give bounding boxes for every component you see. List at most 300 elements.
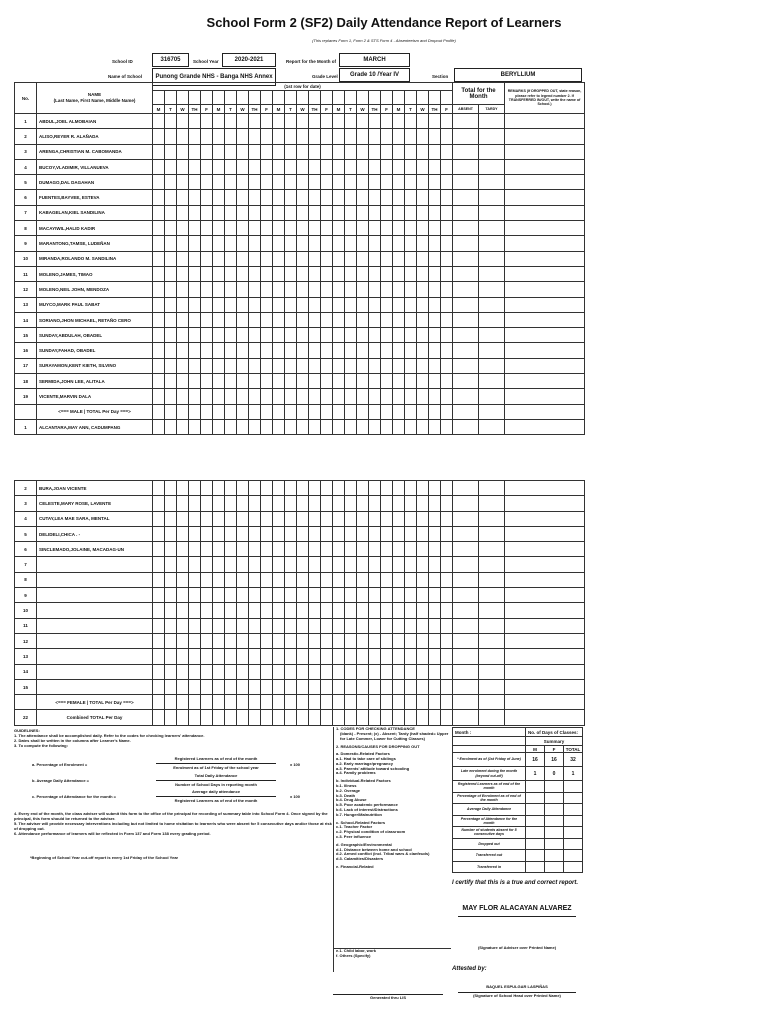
- day-cell: [213, 175, 225, 190]
- day-cell: [309, 526, 321, 541]
- day-cell: [309, 129, 321, 144]
- day-cell: [309, 282, 321, 297]
- day-cell: [261, 419, 273, 434]
- day-cell: [309, 251, 321, 266]
- day-cell: [333, 190, 345, 205]
- day-cell: [201, 236, 213, 251]
- reasons-c-2: c.2. Physical condition of classroom: [336, 829, 406, 835]
- day-total-cell: [153, 404, 165, 419]
- day-cell: [309, 511, 321, 526]
- remarks-cell: [505, 404, 585, 419]
- day-cell: [369, 588, 381, 603]
- day-cell: [381, 664, 393, 679]
- day-label: TH: [249, 105, 261, 114]
- remarks-cell: [505, 695, 585, 710]
- day-cell: [225, 633, 237, 648]
- day-cell: [177, 542, 189, 557]
- summary-male-value: [526, 781, 545, 793]
- table-row: [15, 557, 585, 572]
- day-total-cell: [309, 404, 321, 419]
- day-cell: [393, 557, 405, 572]
- day-cell: [369, 664, 381, 679]
- day-cell: [249, 511, 261, 526]
- day-cell: [273, 251, 285, 266]
- day-cell: [321, 511, 333, 526]
- summary-male-value: [526, 850, 545, 862]
- day-cell: [285, 144, 297, 159]
- day-cell: [297, 664, 309, 679]
- day-cell: [237, 328, 249, 343]
- absent-total-cell: [453, 572, 479, 587]
- day-cell: [237, 481, 249, 496]
- day-cell: [429, 205, 441, 220]
- day-cell: [165, 266, 177, 281]
- day-cell: [201, 159, 213, 174]
- summary-row-label: Transferred in: [453, 861, 526, 873]
- day-cell: [285, 190, 297, 205]
- day-cell: [321, 328, 333, 343]
- day-cell: [225, 649, 237, 664]
- day-cell: [429, 190, 441, 205]
- day-cell: [261, 190, 273, 205]
- summary-total-value: [564, 792, 583, 804]
- remarks-cell: [505, 251, 585, 266]
- day-cell: [261, 205, 273, 220]
- day-cell: [225, 572, 237, 587]
- day-label: M: [213, 105, 225, 114]
- day-label: F: [321, 105, 333, 114]
- absent-total-cell: [453, 389, 479, 404]
- day-cell: [357, 419, 369, 434]
- day-cell: [165, 679, 177, 694]
- summary-male-value: [526, 838, 545, 850]
- day-cell: [177, 144, 189, 159]
- day-cell: [369, 266, 381, 281]
- date-cell: [153, 91, 165, 105]
- day-cell: [165, 511, 177, 526]
- day-cell: [429, 618, 441, 633]
- day-cell: [345, 603, 357, 618]
- summary-male-value: [526, 792, 545, 804]
- absent-total-cell: [453, 236, 479, 251]
- summary-row-label: * Enrolment as of (1st Friday of June): [453, 753, 526, 767]
- day-cell: [321, 175, 333, 190]
- day-cell: [177, 526, 189, 541]
- day-cell: [417, 190, 429, 205]
- day-cell: [381, 358, 393, 373]
- day-cell: [177, 664, 189, 679]
- day-cell: [285, 328, 297, 343]
- day-cell: [321, 236, 333, 251]
- day-cell: [345, 236, 357, 251]
- day-label: M: [273, 105, 285, 114]
- day-cell: [321, 389, 333, 404]
- day-cell: [249, 236, 261, 251]
- day-cell: [345, 542, 357, 557]
- day-cell: [345, 419, 357, 434]
- day-cell: [285, 129, 297, 144]
- day-label: W: [417, 105, 429, 114]
- day-cell: [237, 175, 249, 190]
- learner-name: SUNDAY,FAHAD, OBADEL: [37, 343, 153, 358]
- summary-female-value: [545, 792, 564, 804]
- day-cell: [285, 175, 297, 190]
- date-cell: [417, 91, 429, 105]
- day-total-cell: [417, 404, 429, 419]
- day-cell: [297, 679, 309, 694]
- day-cell: [441, 419, 453, 434]
- male-total-row: [15, 404, 585, 419]
- day-cell: [429, 664, 441, 679]
- day-cell: [249, 221, 261, 236]
- day-cell: [285, 297, 297, 312]
- absent-total-cell: [453, 205, 479, 220]
- day-cell: [225, 419, 237, 434]
- day-cell: [429, 419, 441, 434]
- day-cell: [261, 542, 273, 557]
- day-total-cell: [213, 404, 225, 419]
- day-label: M: [393, 105, 405, 114]
- day-cell: [237, 282, 249, 297]
- summary-total-value: [564, 827, 583, 839]
- day-cell: [201, 205, 213, 220]
- day-cell: [357, 374, 369, 389]
- summary-female-value: [545, 827, 564, 839]
- day-cell: [153, 374, 165, 389]
- day-cell: [441, 603, 453, 618]
- date-cell: [225, 91, 237, 105]
- day-cell: [393, 588, 405, 603]
- day-cell: [225, 588, 237, 603]
- day-cell: [309, 236, 321, 251]
- day-cell: [285, 526, 297, 541]
- absent-total-cell: [453, 496, 479, 511]
- day-cell: [381, 481, 393, 496]
- day-cell: [177, 159, 189, 174]
- day-cell: [405, 419, 417, 434]
- day-cell: [201, 633, 213, 648]
- day-total-cell: [213, 695, 225, 710]
- day-cell: [333, 159, 345, 174]
- day-cell: [381, 419, 393, 434]
- day-cell: [441, 221, 453, 236]
- day-cell: [441, 266, 453, 281]
- summary-m-header: M: [526, 746, 545, 753]
- learner-number: 15: [15, 328, 37, 343]
- day-cell: [153, 221, 165, 236]
- day-cell: [261, 129, 273, 144]
- day-cell: [441, 282, 453, 297]
- day-cell: [393, 343, 405, 358]
- remarks-cell: [505, 557, 585, 572]
- day-cell: [345, 175, 357, 190]
- day-cell: [177, 251, 189, 266]
- day-cell: [381, 129, 393, 144]
- day-cell: [381, 679, 393, 694]
- day-cell: [369, 297, 381, 312]
- learner-number: 16: [15, 343, 37, 358]
- day-cell: [273, 588, 285, 603]
- section-value: BERYLLIUM: [454, 68, 582, 82]
- day-cell: [273, 144, 285, 159]
- tardy-total-cell: [479, 282, 505, 297]
- day-cell: [189, 374, 201, 389]
- tardy-header: TARDY: [479, 105, 505, 114]
- day-cell: [165, 190, 177, 205]
- day-cell: [261, 343, 273, 358]
- day-cell: [213, 664, 225, 679]
- learner-name: SUNDAY,ABDULAH, OBADEL: [37, 328, 153, 343]
- day-cell: [405, 603, 417, 618]
- absent-total-cell: [453, 633, 479, 648]
- remarks-cell: [505, 511, 585, 526]
- day-cell: [345, 511, 357, 526]
- day-cell: [357, 542, 369, 557]
- learner-number: 18: [15, 374, 37, 389]
- tardy-total-cell: [479, 526, 505, 541]
- day-cell: [357, 679, 369, 694]
- summary-row-label: Percentage of Enrolment as of end of the month: [453, 792, 526, 804]
- learner-number: 3: [15, 496, 37, 511]
- day-cell: [153, 664, 165, 679]
- reasons-c-1: c.1. Teacher Factor: [336, 824, 373, 830]
- day-label: T: [165, 105, 177, 114]
- date-cell: [249, 91, 261, 105]
- name-header-sub: (Last Name, First Name, Middle Name): [53, 98, 136, 103]
- learner-name: [37, 557, 153, 572]
- day-total-cell: [309, 695, 321, 710]
- day-cell: [333, 481, 345, 496]
- day-cell: [237, 588, 249, 603]
- day-total-cell: [273, 404, 285, 419]
- day-cell: [309, 190, 321, 205]
- day-cell: [441, 389, 453, 404]
- day-cell: [153, 496, 165, 511]
- day-cell: [249, 618, 261, 633]
- day-cell: [417, 312, 429, 327]
- learner-name: BUCOY,VLADIMIR, VILLANUEVA: [37, 159, 153, 174]
- absent-total-cell: [453, 343, 479, 358]
- remarks-cell: [505, 114, 585, 129]
- day-cell: [429, 572, 441, 587]
- day-cell: [201, 221, 213, 236]
- day-cell: [321, 114, 333, 129]
- day-cell: [201, 190, 213, 205]
- learner-number: 1: [15, 419, 37, 434]
- day-cell: [273, 496, 285, 511]
- female-total-row: [15, 695, 585, 710]
- day-cell: [429, 144, 441, 159]
- day-cell: [177, 557, 189, 572]
- day-cell: [345, 374, 357, 389]
- absent-header: ABSENT: [453, 105, 479, 114]
- remarks-cell: [505, 297, 585, 312]
- summary-total-value: [564, 861, 583, 873]
- day-cell: [321, 358, 333, 373]
- day-cell: [177, 389, 189, 404]
- learner-number: 6: [15, 190, 37, 205]
- day-cell: [261, 618, 273, 633]
- tardy-total-cell: [479, 603, 505, 618]
- day-cell: [405, 221, 417, 236]
- learner-number: 7: [15, 205, 37, 220]
- day-cell: [201, 343, 213, 358]
- day-cell: [297, 114, 309, 129]
- day-cell: [177, 496, 189, 511]
- day-cell: [285, 374, 297, 389]
- learner-number: 10: [15, 251, 37, 266]
- day-cell: [225, 603, 237, 618]
- day-total-cell: [441, 404, 453, 419]
- day-cell: [261, 144, 273, 159]
- day-cell: [369, 328, 381, 343]
- tardy-total-cell: [479, 358, 505, 373]
- day-cell: [405, 649, 417, 664]
- day-cell: [297, 205, 309, 220]
- date-cell: [237, 91, 249, 105]
- formula-a-den: Enrolment as of 1st Friday of the school year: [173, 765, 259, 770]
- learner-name: [37, 572, 153, 587]
- summary-row: [453, 850, 583, 862]
- summary-male-value: [526, 804, 545, 816]
- remarks-cell: [505, 129, 585, 144]
- table-row: [15, 266, 585, 281]
- absent-total-cell: [453, 419, 479, 434]
- day-cell: [297, 633, 309, 648]
- learner-name: MARANTONG,TAMSE, LUDEÑAN: [37, 236, 153, 251]
- day-cell: [273, 343, 285, 358]
- day-cell: [405, 618, 417, 633]
- day-total-cell: [201, 695, 213, 710]
- day-cell: [405, 328, 417, 343]
- tardy-total-cell: [479, 266, 505, 281]
- day-cell: [189, 511, 201, 526]
- day-cell: [189, 236, 201, 251]
- date-cell: [165, 91, 177, 105]
- day-cell: [261, 297, 273, 312]
- day-cell: [417, 649, 429, 664]
- absent-total-cell: [453, 144, 479, 159]
- learner-name: [37, 618, 153, 633]
- generated-label: Generated thru LIS: [369, 995, 406, 1000]
- table-row: [15, 159, 585, 174]
- day-cell: [225, 496, 237, 511]
- day-cell: [417, 389, 429, 404]
- day-cell: [357, 526, 369, 541]
- day-cell: [309, 633, 321, 648]
- date-cell: [345, 91, 357, 105]
- day-cell: [369, 526, 381, 541]
- day-cell: [285, 159, 297, 174]
- day-cell: [261, 633, 273, 648]
- day-total-cell: [345, 710, 357, 725]
- day-cell: [177, 175, 189, 190]
- day-cell: [345, 526, 357, 541]
- day-cell: [321, 419, 333, 434]
- day-cell: [237, 251, 249, 266]
- day-cell: [237, 266, 249, 281]
- table-row: [15, 664, 585, 679]
- day-total-cell: [321, 404, 333, 419]
- day-cell: [153, 679, 165, 694]
- date-cell: [357, 91, 369, 105]
- day-cell: [321, 588, 333, 603]
- tardy-total-cell: [479, 404, 505, 419]
- day-total-cell: [225, 710, 237, 725]
- day-cell: [393, 251, 405, 266]
- day-cell: [297, 236, 309, 251]
- day-cell: [213, 481, 225, 496]
- day-cell: [309, 649, 321, 664]
- day-cell: [165, 221, 177, 236]
- day-cell: [273, 542, 285, 557]
- day-cell: [213, 511, 225, 526]
- day-cell: [429, 557, 441, 572]
- learner-name: FUENTES,BAYVEE, ESTEVA: [37, 190, 153, 205]
- formula-c-label: c. Percentage of Attendance for the month =: [32, 794, 116, 799]
- day-cell: [417, 266, 429, 281]
- learner-number: 3: [15, 144, 37, 159]
- day-cell: [405, 511, 417, 526]
- day-cell: [153, 389, 165, 404]
- formula-b-den: Number of School Days in reporting month: [175, 782, 257, 787]
- remarks-cell: [505, 603, 585, 618]
- day-cell: [261, 389, 273, 404]
- day-cell: [417, 633, 429, 648]
- day-cell: [225, 343, 237, 358]
- day-cell: [417, 679, 429, 694]
- summary-total-value: [564, 850, 583, 862]
- remarks-cell: [505, 649, 585, 664]
- day-cell: [201, 496, 213, 511]
- learner-number: 5: [15, 526, 37, 541]
- day-total-cell: [429, 710, 441, 725]
- day-cell: [201, 175, 213, 190]
- day-cell: [297, 328, 309, 343]
- summary-row-label: Dropped out: [453, 838, 526, 850]
- grade-value: Grade 10 /Year IV: [339, 68, 410, 82]
- absent-total-cell: [453, 190, 479, 205]
- day-label: W: [357, 105, 369, 114]
- day-cell: [357, 114, 369, 129]
- day-cell: [237, 511, 249, 526]
- day-cell: [273, 557, 285, 572]
- day-cell: [177, 649, 189, 664]
- day-cell: [189, 588, 201, 603]
- day-cell: [321, 144, 333, 159]
- day-cell: [381, 633, 393, 648]
- learner-name: KABAGELAN,KIEL SANDILINA: [37, 205, 153, 220]
- day-cell: [321, 266, 333, 281]
- day-cell: [429, 389, 441, 404]
- day-cell: [357, 343, 369, 358]
- day-cell: [249, 114, 261, 129]
- day-cell: [285, 679, 297, 694]
- day-cell: [417, 572, 429, 587]
- day-cell: [441, 557, 453, 572]
- learner-number: 7: [15, 557, 37, 572]
- day-cell: [237, 205, 249, 220]
- day-cell: [357, 328, 369, 343]
- day-cell: [417, 236, 429, 251]
- day-cell: [405, 251, 417, 266]
- day-cell: [333, 251, 345, 266]
- day-cell: [273, 603, 285, 618]
- learner-name: MIRANDA,ROLANDO M. SANDILINA: [37, 251, 153, 266]
- day-cell: [381, 114, 393, 129]
- summary-total-value: 32: [564, 753, 583, 767]
- day-cell: [189, 557, 201, 572]
